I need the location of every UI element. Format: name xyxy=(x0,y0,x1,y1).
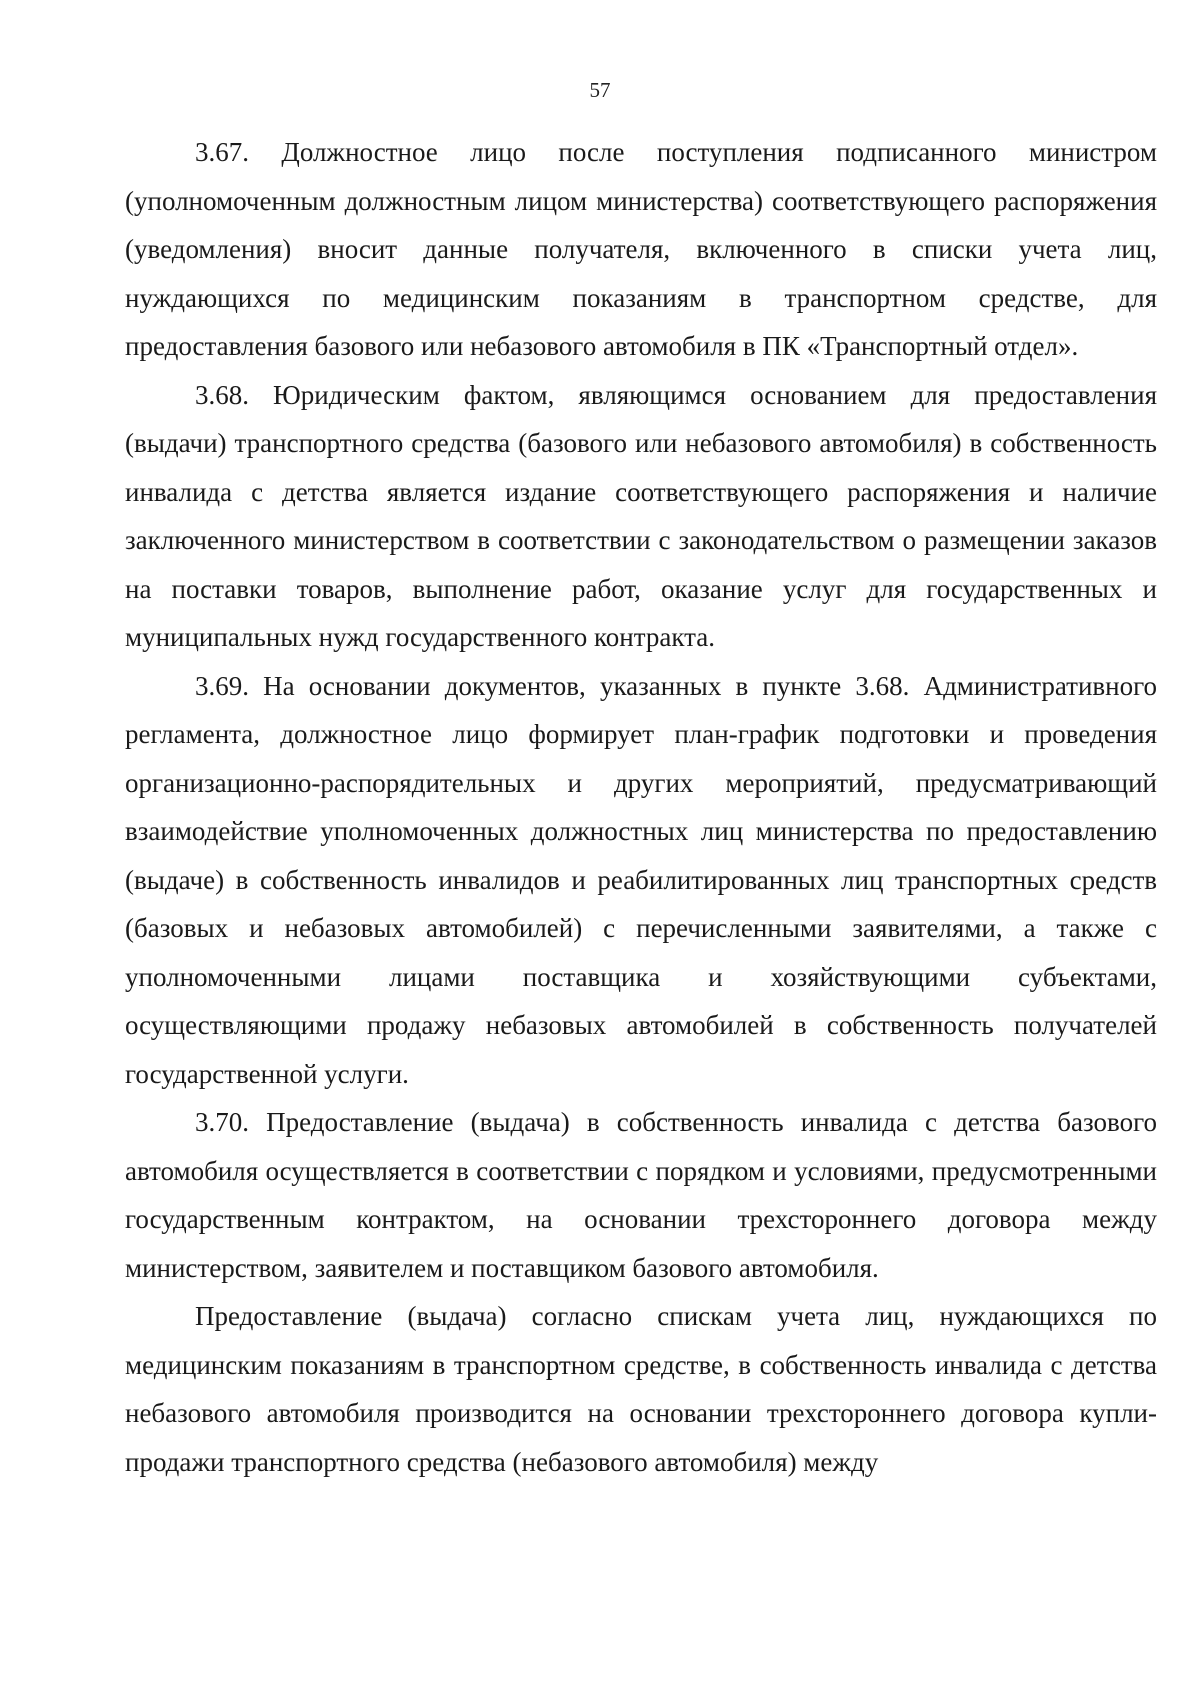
paragraph-3-69: 3.69. На основании документов, указанных в пункте 3.68. Административного регламента, должностное лицо формирует план-график подготовки и проведения организационно-распорядительных и других мероприятий, предусматривающий взаимодействие уполномоченных должностных лиц министерства по предоставлению (выдаче) в собственность инвалидов и реабилитированных лиц транспортных средств (базовых и небазовых автомобилей) с перечисленными заявителями, а также с уполномоченными лицами поставщика и хозяйствующими субъектами, осуществляющими продажу небазовых автомобилей в собственность получателей государственной услуги. xyxy=(125,670,1157,1089)
paragraph-3-70: 3.70. Предоставление (выдача) в собственность инвалида с детства базового автомобиля осуществляется в соответствии с порядком и условиями, предусмотренными государственным контрактом, на основании трехстороннего договора между министерством, заявителем и поставщиком базового автомобиля. xyxy=(125,1107,1157,1283)
paragraph-3-67: 3.67. Должностное лицо после поступления подписанного министром (уполномоченным должностным лицом министерства) соответствующего распоряжения (уведомления) вносит данные получателя, включенного в списки учета лиц, нуждающихся по медицинским показаниям в транспортном средстве, для предоставления базового или небазового автомобиля в ПК «Транспортный отдел». xyxy=(125,137,1157,361)
paragraph-3-68: 3.68. Юридическим фактом, являющимся основанием для предоставления (выдачи) транспортного средства (базового или небазового автомобиля) в собственность инвалида с детства является издание соответствующего распоряжения и наличие заключенного министерством в соответствии с законодательством о размещении заказов на поставки товаров, выполнение работ, оказание услуг для государственных и муниципальных нужд государственного контракта. xyxy=(125,379,1157,652)
page-number: 57 xyxy=(589,78,611,102)
document-body xyxy=(125,128,1157,1486)
paragraph-3-70-continued: Предоставление (выдача) согласно спискам учета лиц, нуждающихся по медицинским показаниям в транспортном средстве, в собственность инвалида с детства небазового автомобиля производится на основании трехстороннего договора купли-продажи транспортного средства (небазового автомобиля) между xyxy=(125,1301,1157,1477)
